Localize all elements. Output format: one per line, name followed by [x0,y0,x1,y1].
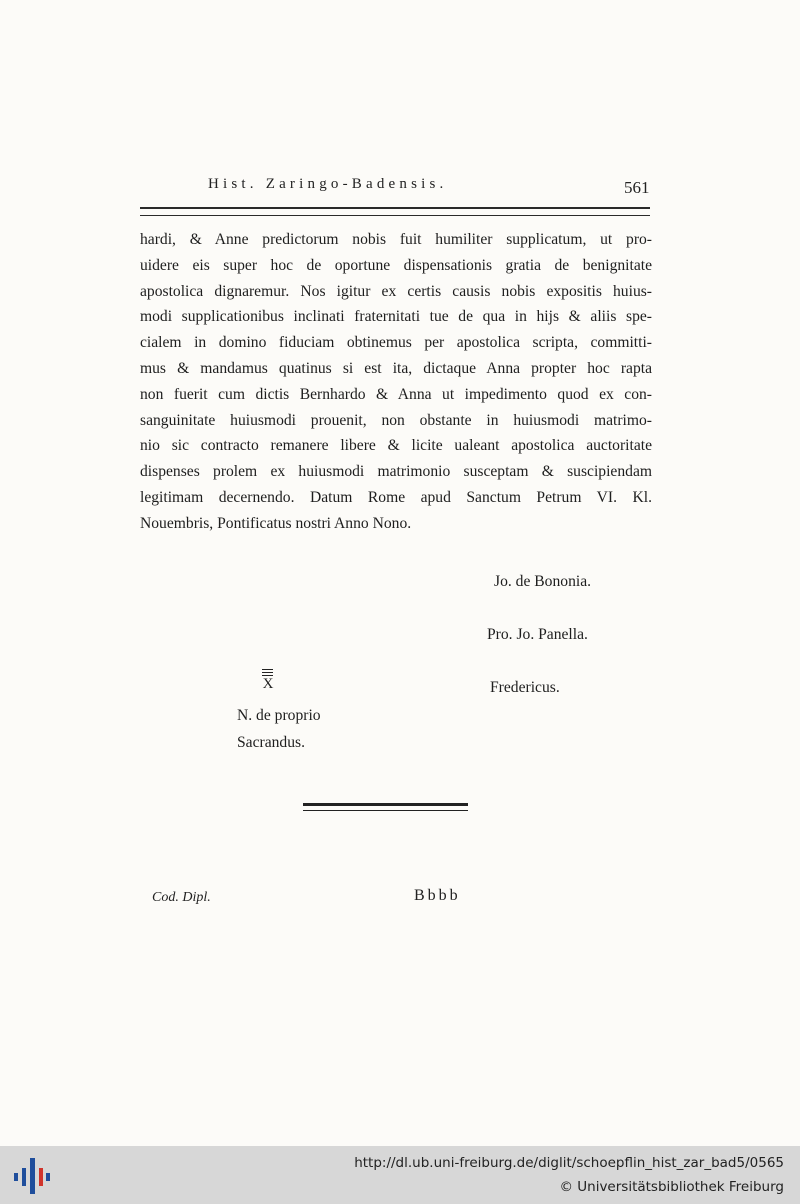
notary-line-2: Sacrandus. [237,734,305,751]
footer-signature-mark: Bbbb [414,887,461,904]
signature-panella: Pro. Jo. Panella. [487,626,588,643]
notary-line-1: N. de proprio [237,707,321,724]
text-line: cialem in domino fiduciam obtinemus per apostolica scripta, committi- [140,334,652,352]
text-line: nio sic contracto remanere libere & licite ualeant apostolica auctoritate [140,437,652,455]
text-line: non fuerit cum dictis Bernhardo & Anna ut impedimento quod ex con- [140,385,652,403]
cross-mark [260,668,276,693]
page-number: 561 [624,178,650,197]
mark-letter: X [262,676,274,692]
abbreviation-bars-icon [260,668,276,676]
text-line: modi supplicationibus inclinati fraternitati tue de qua in hijs & aliis spe- [140,308,652,326]
text-line: Nouembris, Pontificatus nostri Anno Nono. [140,514,412,532]
text-line: mus & mandamus quatinus si est ita, dictaque Anna propter hoc rapta [140,359,652,377]
signature-fredericus: Fredericus. [490,679,560,696]
text-line: uidere eis super hoc de oportune dispensationis gratia de benignitate [140,256,652,274]
running-title: Hist. Zaringo-Badensis. [208,176,448,192]
library-logo-icon [14,1156,50,1196]
header-rule [140,207,650,216]
text-line: legitimam decernendo. Datum Rome apud Sanctum Petrum VI. Kl. [140,488,652,506]
text-line: sanguinitate huiusmodi prouenit, non obstante in huiusmodi matrimo- [140,411,652,429]
footer-cod-dipl: Cod. Dipl. [152,890,211,905]
text-line: hardi, & Anne predictorum nobis fuit humiliter supplicatum, ut pro- [140,231,652,248]
text-line: dispenses prolem ex huiusmodi matrimonio susceptam & suscipiendam [140,463,652,481]
closing-rule [303,803,468,811]
text-line: apostolica dignaremur. Nos igitur ex certis causis nobis expositis huius- [140,282,652,300]
library-footer-bar [0,1146,800,1204]
body-text [140,227,652,537]
copyright-notice: © Universitätsbibliothek Freiburg [559,1179,784,1195]
permalink-url[interactable]: http://dl.ub.uni-freiburg.de/diglit/schoepflin_hist_zar_bad5/0565 [354,1155,784,1171]
signature-jo-de-bononia: Jo. de Bononia. [494,573,592,590]
